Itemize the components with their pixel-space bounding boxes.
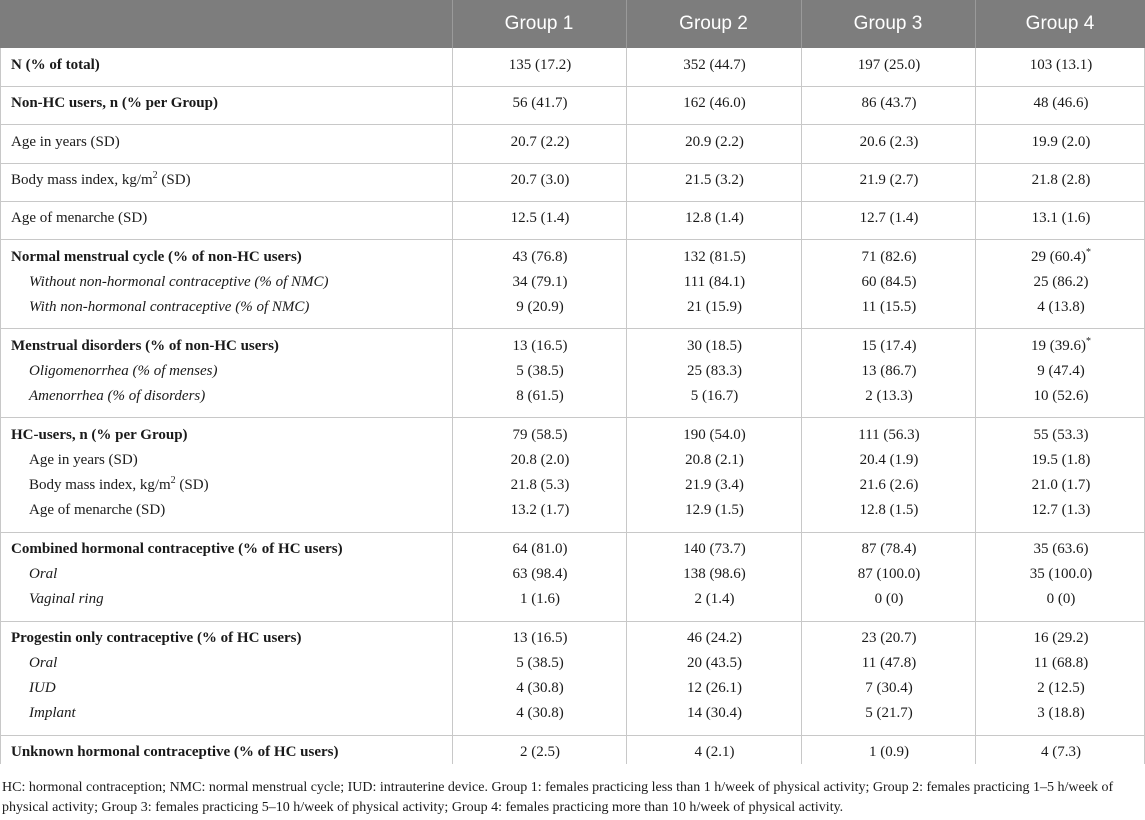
table-cell: 64 (81.0) xyxy=(512,541,568,557)
table-cell: 7 (30.4) xyxy=(865,680,913,696)
table-cell: 21.0 (1.7) xyxy=(1031,477,1091,493)
table-cell: 12.7 (1.3) xyxy=(1031,502,1091,518)
row-divider xyxy=(1,86,1145,87)
row-label-text: N (% of total) xyxy=(11,57,100,73)
table-cell: 13 (86.7) xyxy=(861,363,917,379)
table-cell: 2 (12.5) xyxy=(1037,680,1085,696)
row-label-text: Progestin only contraceptive (% of HC users) xyxy=(11,630,302,646)
table-cell: 13.1 (1.6) xyxy=(1031,210,1091,226)
table-cell: 190 (54.0) xyxy=(683,427,746,443)
table-cell: 14 (30.4) xyxy=(687,705,742,721)
row-label-suffix: (SD) xyxy=(175,477,209,493)
table-cell: 48 (46.6) xyxy=(1033,95,1089,111)
table-cell: 2 (13.3) xyxy=(865,388,913,404)
table-cell: 21.9 (2.7) xyxy=(859,172,919,188)
row-label-text: Oligomenorrhea (% of menses) xyxy=(29,363,218,379)
row-divider xyxy=(1,239,1145,240)
row-label xyxy=(29,363,217,380)
table-cell: 12 (26.1) xyxy=(687,680,742,696)
superscript: 2 xyxy=(170,475,176,486)
table-cell: 111 (56.3) xyxy=(858,427,920,443)
row-label-text: Menstrual disorders (% of non-HC users) xyxy=(11,338,279,354)
table-cell: 12.8 (1.5) xyxy=(859,502,919,518)
row-label xyxy=(29,388,205,405)
table-cell: 9 (20.9) xyxy=(516,299,564,315)
row-label-text: HC-users, n (% per Group) xyxy=(11,427,188,443)
table-cell: 162 (46.0) xyxy=(683,95,746,111)
row-divider xyxy=(1,532,1145,533)
table-cell: 11 (47.8) xyxy=(861,655,917,671)
row-label-text: IUD xyxy=(29,680,56,696)
table-cell: 87 (100.0) xyxy=(857,566,921,582)
table-cell: 55 (53.3) xyxy=(1033,427,1089,443)
table-cell: 5 (16.7) xyxy=(690,388,739,404)
table-cell: 4 (30.8) xyxy=(516,705,564,721)
table-cell: 25 (83.3) xyxy=(687,363,742,379)
table-cell: 21.9 (3.4) xyxy=(685,477,744,493)
table-cell: 43 (76.8) xyxy=(512,249,568,265)
table-cell: 46 (24.2) xyxy=(687,630,742,646)
row-label xyxy=(11,427,188,444)
table-cell: 9 (47.4) xyxy=(1037,363,1085,379)
table-cell: 21.6 (2.6) xyxy=(859,477,919,493)
row-divider xyxy=(1,417,1145,418)
table-cell: 63 (98.4) xyxy=(512,566,568,582)
table-cell: 12.8 (1.4) xyxy=(685,210,744,226)
table-cell: 23 (20.7) xyxy=(861,630,917,646)
column-header-group-2: Group 2 xyxy=(679,13,748,34)
column-header-group-4: Group 4 xyxy=(1025,13,1095,34)
table-cell: 138 (98.6) xyxy=(683,566,746,582)
table-cell: 4 (7.3) xyxy=(1041,744,1081,760)
table-cell: 21.5 (3.2) xyxy=(685,172,744,188)
row-label xyxy=(29,477,209,494)
row-label-text: Body mass index, kg/m xyxy=(29,477,171,493)
row-label-text: Age of menarche (SD) xyxy=(29,502,166,518)
table-cell: 1 (0.9) xyxy=(869,744,909,760)
table-cell: 4 (30.8) xyxy=(516,680,564,696)
table-cell: 111 (84.1) xyxy=(683,274,746,290)
row-label-text: Oral xyxy=(29,655,58,671)
significance-marker: * xyxy=(1086,336,1091,347)
row-label-text: Without non-hormonal contraceptive (% of NMC) xyxy=(29,274,329,290)
table-cell: 20.6 (2.3) xyxy=(859,134,919,150)
row-label xyxy=(11,630,302,647)
row-label xyxy=(29,299,309,316)
table-cell: 135 (17.2) xyxy=(508,57,572,73)
row-label xyxy=(29,452,138,469)
table-cell: 10 (52.6) xyxy=(1033,388,1089,404)
row-label-text: Normal menstrual cycle (% of non-HC users) xyxy=(11,249,302,265)
significance-marker: * xyxy=(1086,247,1091,258)
table-cell: 19 (39.6)* xyxy=(1031,336,1091,354)
row-label-text: Unknown hormonal contraceptive (% of HC users) xyxy=(11,744,339,760)
table-cell: 197 (25.0) xyxy=(857,57,921,73)
row-label-text: Amenorrhea (% of disorders) xyxy=(29,388,206,404)
row-label-text: Age in years (SD) xyxy=(29,452,138,468)
table-cell: 0 (0) xyxy=(1046,591,1076,607)
table-cell: 19.5 (1.8) xyxy=(1031,452,1091,468)
table-cell: 15 (17.4) xyxy=(861,338,917,354)
row-label xyxy=(11,541,343,558)
table-cell: 19.9 (2.0) xyxy=(1031,134,1091,150)
table-cell: 34 (79.1) xyxy=(512,274,568,290)
row-label-text: Combined hormonal contraceptive (% of HC users) xyxy=(11,541,343,557)
row-label xyxy=(29,655,57,672)
table-cell: 11 (15.5) xyxy=(861,299,917,315)
header-divider xyxy=(975,0,976,48)
table-cell: 35 (63.6) xyxy=(1033,541,1089,557)
table-footnote: HC: hormonal contraception; NMC: normal menstrual cycle; IUD: intrauterine device. Group 1: females practicing less than 1 h/week of physical activity; Group 2: females practicing 1–5 h/week of physical activity; Group 3: females practicing 5–10 h/week of physical activity; Group 4: females practicing more than 10 h/week of physical activity. xyxy=(2,780,1114,815)
row-label xyxy=(11,744,339,761)
table-cell: 30 (18.5) xyxy=(687,338,742,354)
row-label-text: With non-hormonal contraceptive (% of NMC) xyxy=(29,299,310,315)
table-cell: 103 (13.1) xyxy=(1029,57,1093,73)
row-label xyxy=(11,210,147,227)
table-cell: 352 (44.7) xyxy=(683,57,746,73)
row-label xyxy=(11,57,100,74)
table-cell: 5 (38.5) xyxy=(516,655,564,671)
row-label-text: Vaginal ring xyxy=(29,591,104,607)
table-cell: 4 (2.1) xyxy=(694,744,735,760)
table-cell: 21 (15.9) xyxy=(687,299,742,315)
row-divider xyxy=(1,124,1145,125)
row-label xyxy=(11,249,302,266)
table-cell: 140 (73.7) xyxy=(683,541,746,557)
table-cell: 20.8 (2.0) xyxy=(510,452,570,468)
row-divider xyxy=(1,201,1145,202)
table-cell: 79 (58.5) xyxy=(512,427,568,443)
row-label-text: Oral xyxy=(29,566,58,582)
table-cell: 16 (29.2) xyxy=(1033,630,1089,646)
table-cell: 86 (43.7) xyxy=(861,95,917,111)
table-body xyxy=(0,48,1145,764)
row-label xyxy=(11,338,279,355)
row-divider xyxy=(1,328,1145,329)
table-cell: 12.9 (1.5) xyxy=(685,502,744,518)
table-cell: 20.9 (2.2) xyxy=(685,134,744,150)
table-cell: 11 (68.8) xyxy=(1033,655,1089,671)
table-cell: 13 (16.5) xyxy=(512,630,568,646)
row-divider xyxy=(1,621,1145,622)
table-cell: 12.7 (1.4) xyxy=(859,210,919,226)
table-cell: 8 (61.5) xyxy=(516,388,564,404)
row-label xyxy=(11,134,120,151)
table-cell: 1 (1.6) xyxy=(520,591,560,607)
table-cell: 13 (16.5) xyxy=(512,338,568,354)
row-label-text: Non-HC users, n (% per Group) xyxy=(11,95,218,111)
table-cell: 60 (84.5) xyxy=(861,274,917,290)
row-label xyxy=(29,591,104,608)
row-label-text: Age in years (SD) xyxy=(11,134,120,150)
table-cell: 21.8 (2.8) xyxy=(1031,172,1091,188)
header-divider xyxy=(801,0,802,48)
row-divider xyxy=(1,735,1145,736)
table-cell: 25 (86.2) xyxy=(1033,274,1089,290)
column-header-group-1: Group 1 xyxy=(504,13,574,34)
table-cell: 4 (13.8) xyxy=(1037,299,1085,315)
table-cell: 0 (0) xyxy=(874,591,904,607)
table-cell: 21.8 (5.3) xyxy=(510,477,570,493)
table-cell: 132 (81.5) xyxy=(683,249,746,265)
row-label xyxy=(11,95,218,112)
header-divider xyxy=(452,0,453,48)
table-cell: 35 (100.0) xyxy=(1029,566,1093,582)
table-cell: 20 (43.5) xyxy=(687,655,742,671)
table-header xyxy=(0,0,1145,48)
table-cell: 13.2 (1.7) xyxy=(510,502,570,518)
row-label xyxy=(29,274,329,291)
table-cell: 12.5 (1.4) xyxy=(510,210,570,226)
table-cell: 29 (60.4)* xyxy=(1031,247,1091,265)
table-cell: 2 (2.5) xyxy=(520,744,560,760)
table-cell: 20.7 (2.2) xyxy=(510,134,570,150)
superscript: 2 xyxy=(152,170,158,181)
row-label xyxy=(29,502,165,519)
table-cell: 87 (78.4) xyxy=(861,541,917,557)
table-cell: 20.4 (1.9) xyxy=(859,452,919,468)
table-cell: 56 (41.7) xyxy=(512,95,568,111)
table-cell: 2 (1.4) xyxy=(694,591,735,607)
row-label xyxy=(11,172,191,189)
row-label xyxy=(29,566,57,583)
header-divider xyxy=(626,0,627,48)
row-label-suffix: (SD) xyxy=(157,172,191,188)
table-cell: 3 (18.8) xyxy=(1037,705,1085,721)
row-label xyxy=(29,705,76,722)
table-cell: 71 (82.6) xyxy=(861,249,917,265)
row-label-text: Body mass index, kg/m xyxy=(11,172,153,188)
column-header-group-3: Group 3 xyxy=(853,13,923,34)
table-cell: 5 (38.5) xyxy=(516,363,564,379)
table-cell: 5 (21.7) xyxy=(865,705,913,721)
table-cell: 20.8 (2.1) xyxy=(685,452,744,468)
table-cell: 20.7 (3.0) xyxy=(510,172,570,188)
row-label-text: Implant xyxy=(29,705,76,721)
row-label-text: Age of menarche (SD) xyxy=(11,210,148,226)
row-label xyxy=(29,680,56,697)
row-divider xyxy=(1,163,1145,164)
